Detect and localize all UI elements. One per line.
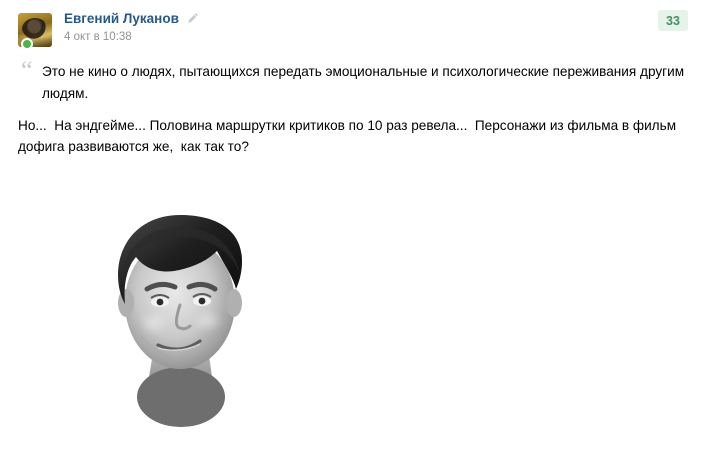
avatar[interactable]: [18, 13, 52, 47]
quote-icon: “: [21, 56, 33, 85]
kappa-meme-image[interactable]: [90, 185, 270, 433]
pencil-icon[interactable]: [186, 12, 199, 25]
quote-block: [18, 56, 686, 105]
post-text: Но... На эндгейме... Половина маршрутки критиков по 10 раз ревела... Персонажи из фильма в фильм дофига развиваются же, как так то?: [18, 118, 680, 154]
author-line: [64, 12, 199, 26]
author-name[interactable]: Евгений Луканов: [64, 11, 179, 26]
post-header: [0, 0, 702, 47]
post-attachment[interactable]: [18, 185, 686, 435]
status-badge[interactable]: 33: [658, 10, 688, 31]
post-header-text: [64, 12, 199, 43]
quote-text: Это не кино о людях, пытающихся передать эмоциональные и психологические переживания другим людям.: [42, 64, 685, 101]
online-status-indicator: [21, 38, 33, 50]
post-date[interactable]: 4 окт в 10:38: [64, 30, 132, 43]
post-body: [0, 47, 702, 435]
